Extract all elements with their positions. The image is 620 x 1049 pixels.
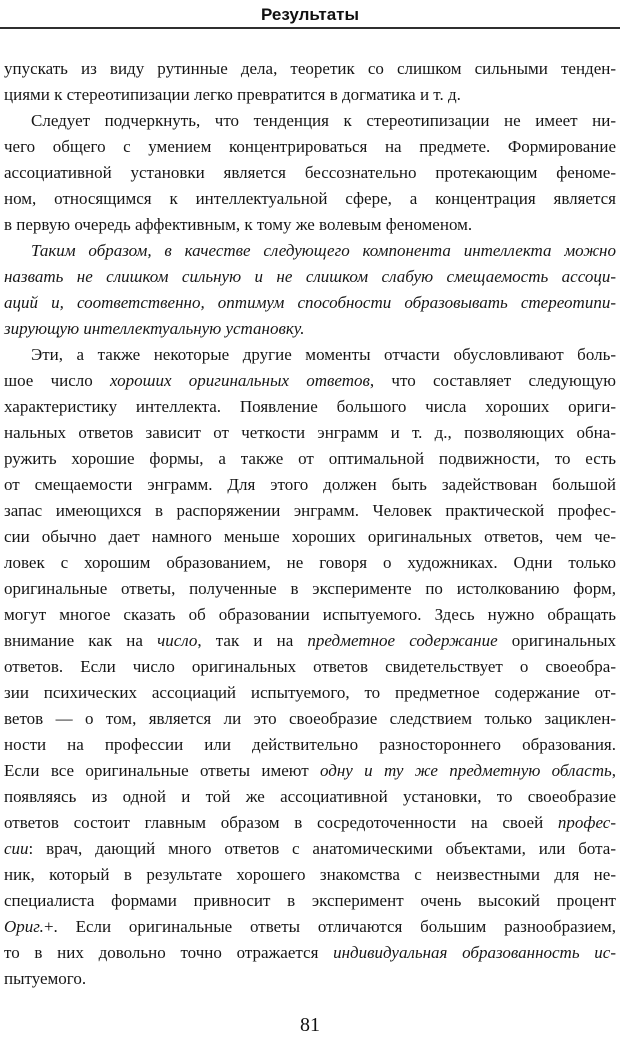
- text-run: от смещаемости энграмм. Для этого должен быть задействован большой: [4, 475, 616, 494]
- text-run: запас имеющихся в распоряжении энграмм. Человек практической профес-: [4, 501, 616, 520]
- text-line: [4, 654, 616, 680]
- text-line: [4, 862, 616, 888]
- text-line: [4, 56, 616, 82]
- text-line: [4, 394, 616, 420]
- italic-run: предметное содержание: [307, 631, 498, 650]
- text-run: сии обычно дает намного меньше хороших оригинальных ответов, чем че-: [4, 527, 616, 546]
- text-run: нальных ответов зависит от четкости энграмм и т. д., позволяющих обна-: [4, 423, 616, 442]
- text-line: [4, 420, 616, 446]
- text-line: [4, 472, 616, 498]
- text-line: [4, 550, 616, 576]
- text-run: специалиста формами привносит в эксперимент очень высокий процент: [4, 891, 616, 910]
- text-run: циями к стереотипизации легко превратится в догматика и т. д.: [4, 85, 461, 104]
- body-text: [4, 56, 616, 992]
- header-rule: [0, 27, 620, 29]
- text-run: характеристику интеллекта. Появление большого числа хороших ориги-: [4, 397, 616, 416]
- text-line: [4, 446, 616, 472]
- text-line: [4, 836, 616, 862]
- text-run: Если все оригинальные ответы имеют: [4, 761, 320, 780]
- text-run: появляясь из одной и той же ассоциативной установки, то своеобразие: [4, 787, 616, 806]
- italic-run: профес-: [557, 813, 616, 832]
- text-line: [4, 940, 616, 966]
- text-line: [4, 628, 616, 654]
- text-line: [4, 576, 616, 602]
- text-run: ник, который в результате хорошего знакомства с неизвестными для не-: [4, 865, 616, 884]
- text-run: в первую очередь аффективным, к тому же волевым феноменом.: [4, 215, 473, 234]
- page-number: 81: [300, 1014, 320, 1036]
- italic-run: сии: [4, 839, 29, 858]
- text-line: [4, 186, 616, 212]
- paragraph: [4, 56, 616, 108]
- text-line: [4, 914, 616, 940]
- text-run: ловек с хорошим образованием, не говоря о художниках. Одни только: [4, 553, 616, 572]
- text-line: [4, 264, 616, 290]
- paragraph: [4, 238, 616, 342]
- text-line: [4, 498, 616, 524]
- text-line: [4, 966, 616, 992]
- italic-run: Таким образом, в качестве следующего компонента интеллекта можно: [31, 241, 616, 260]
- text-line: [4, 706, 616, 732]
- text-run: то в них довольно точно отражается: [4, 943, 334, 962]
- text-run: могут многое сказать об образовании испытуемого. Здесь нужно обращать: [4, 605, 616, 624]
- italic-run: число: [157, 631, 198, 650]
- text-run: , что составляет следующую: [369, 371, 616, 390]
- text-line: [4, 602, 616, 628]
- text-line: [4, 238, 616, 264]
- text-run: упускать из виду рутинные дела, теоретик со слишком сильными тенден-: [4, 59, 616, 78]
- text-line: [4, 342, 616, 368]
- text-line: [4, 82, 616, 108]
- text-run: Следует подчеркнуть, что тенденция к стереотипизации не имеет ни-: [31, 111, 616, 130]
- text-run: : врач, дающий много ответов с анатомическими объектами, или бота-: [28, 839, 616, 858]
- text-line: [4, 316, 616, 342]
- text-run: ветов — о том, является ли это своеобразие следствием только зациклен-: [4, 709, 616, 728]
- text-run: ности на профессии или действительно разностороннего образования.: [4, 735, 616, 754]
- paragraph: [4, 108, 616, 238]
- text-line: [4, 134, 616, 160]
- text-line: [4, 758, 616, 784]
- text-run: шое число: [4, 371, 111, 390]
- text-line: [4, 888, 616, 914]
- text-line: [4, 732, 616, 758]
- text-line: [4, 108, 616, 134]
- text-run: Эти, а также некоторые другие моменты отчасти обусловливают боль-: [31, 345, 616, 364]
- text-line: [4, 368, 616, 394]
- text-line: [4, 524, 616, 550]
- italic-run: аций и, соответственно, оптимум способности образовывать стереотипи-: [4, 293, 616, 312]
- text-run: ответов. Если число оригинальных ответов свидетельствует о своеобра-: [4, 657, 616, 676]
- text-line: [4, 160, 616, 186]
- italic-run: назвать не слишком сильную и не слишком слабую смещаемость ассоци-: [4, 267, 616, 286]
- text-run: ружить хорошие формы, а также от оптимальной подвижности, то есть: [4, 449, 616, 468]
- italic-run: зирующую интеллектуальную установку.: [4, 319, 305, 338]
- text-line: [4, 784, 616, 810]
- text-run: ,: [611, 761, 616, 780]
- text-line: [4, 212, 616, 238]
- running-header-title: Результаты: [260, 5, 359, 24]
- italic-run: индивидуальная образованность ис-: [333, 943, 616, 962]
- text-line: [4, 810, 616, 836]
- text-line: [4, 680, 616, 706]
- text-run: зии психических ассоциаций испытуемого, то предметное содержание от-: [4, 683, 616, 702]
- text-run: , так и на: [197, 631, 308, 650]
- text-run: оригинальных: [497, 631, 616, 650]
- italic-run: хороших оригинальных ответов: [110, 371, 370, 390]
- italic-run: одну и ту же предметную область: [319, 761, 612, 780]
- text-run: пытуемого.: [4, 969, 87, 988]
- text-run: ответов состоит главным образом в сосредоточенности на своей: [4, 813, 558, 832]
- text-run: внимание как на: [4, 631, 158, 650]
- text-run: +. Если оригинальные ответы отличаются большим разнообразием,: [43, 917, 616, 936]
- text-run: чего общего с умением концентрироваться на предмете. Формирование: [4, 137, 616, 156]
- text-line: [4, 290, 616, 316]
- italic-run: Ориг.: [4, 917, 44, 936]
- text-run: ассоциативной установки является бессознательно протекающим феноме-: [4, 163, 616, 182]
- text-run: ном, относящимся к интеллектуальной сфере, а концентрация является: [4, 189, 616, 208]
- paragraph: [4, 342, 616, 992]
- text-run: оригинальные ответы, полученные в эксперименте по истолкованию форм,: [4, 579, 616, 598]
